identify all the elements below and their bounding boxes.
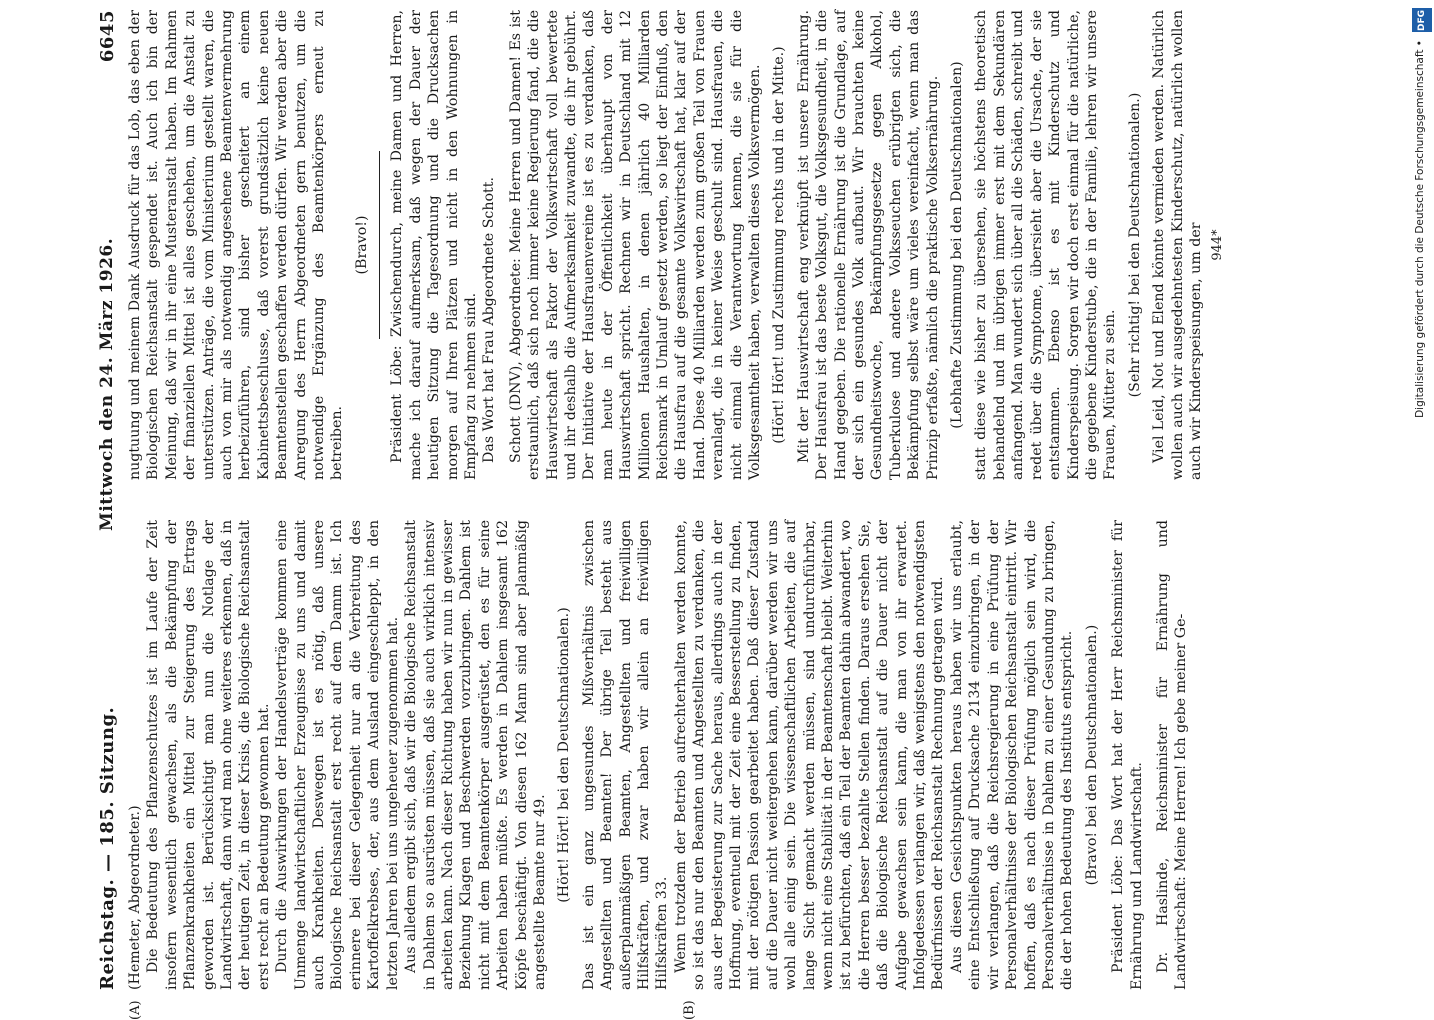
interjection: (Hört! Hört! bei den Deutschnationalen.) bbox=[555, 520, 573, 990]
paragraph: Die Bedeutung des Pflanzenschutzes ist im Laufe der Zeit insofern wesentlich gewachsen, als die Bekämpfung der Pflanzenkrankheiten ein Mittel zur Steigerung des Ertrags geworden ist. Berücksichtigt man nun die Notlage der Landwirtschaft, dann wird man ohne weiteres erkennen, daß in der heutigen Zeit, in dieser Krisis, die Biologische Reichsanstalt erst recht an Bedeutung gewonnen hat. bbox=[144, 520, 273, 990]
dfg-logo: DFG bbox=[1412, 8, 1432, 32]
margin-marker-d bbox=[682, 0, 697, 1]
interjection: (Sehr richtig! bei den Deutschnationalen.) bbox=[1126, 10, 1144, 480]
left-column bbox=[126, 520, 1228, 990]
paragraph: Viel Leid, Not und Elend könnte vermieden werden. Natürlich wollen auch wir ausgedehntesten Kinderschutz, natürlich wollen auch wir Kinderspeisungen, um der bbox=[1150, 10, 1205, 480]
margin-marker-b: (B) bbox=[682, 1000, 697, 1020]
paragraph: nugtuung und meinem Dank Ausdruck für das Lob, das eben der Biologischen Reichsanstalt gespendet ist. Auch ich bin der Meinung, daß wir in ihr eine Musteranstalt haben. Im Rahmen der finanziellen Mittel ist alles geschehen, um die Anstalt zu unterstützen. Anträge, die vom Ministerium gestellt waren, die auch von mir als notwendig angesehene Beamtenvermehrung herbeizuführen, sind bisher gescheitert an einem Kabinettsbeschlusse, daß vorerst grundsätzlich keine neuen Beamtenstellen geschaffen werden dürfen. Wir werden aber die Anregung des Herrn Abgeordneten gern benutzen, um die notwendige Ergänzung des Beamtenkörpers erneut zu betreiben. bbox=[126, 10, 347, 480]
digitization-sidebar bbox=[1410, 0, 1434, 1000]
speaker-paragraph: Dr. Haslinde, Reichsminister für Ernährung und Landwirtschaft: Meine Herren! Ich gebe meiner Ge- bbox=[1154, 520, 1191, 990]
paragraph: statt diese wie bisher zu übersehen, sie höchstens theoretisch behandelnd und im übrigen immer erst mit dem Sekundären anfangend. Man wundert sich über all die Schäden, schreibt und redet über die Symptome, übersieht aber die Ursache, der sie entstammen. Ebenso ist es mit Kinderschutz und Kinderspeisung. Sorgen wir doch erst einmal für die natürliche, die gegebene Kinderstube, die in der Familie, lehren wir unsere Frauen, Mütter zu sein. bbox=[972, 10, 1119, 480]
speaker-paragraph: Präsident Löbe: Zwischendurch, meine Damen und Herren, mache ich darauf aufmerksam, daß wegen der Dauer der heutigen Sitzung die Tagesordnung und die Drucksachen morgen auf Ihren Plätzen und nicht in den Wohnungen in Empfang zu nehmen sind. bbox=[388, 10, 480, 480]
rotated-document-page bbox=[92, 0, 1392, 1000]
paragraph: Mit der Hauswirtschaft eng verknüpft ist unsere Ernährung. Der Hausfrau ist das beste Volksgut, die Volksgesundheit, in die Hand gegeben. Die rationelle Ernährung ist die Grundlage, auf der sich ein gesundes Volk aufbaut. Wir brauchten keine Gesundheitswoche, Bekämpfungsgesetze gegen Alkohol, Tuberkulose und andere Volksseuchen erübrigten sich, die Bekämpfung selbst wäre um vieles vereinfacht, wenn man das Prinzip erfaßte, nämlich die praktische Volksernährung. bbox=[795, 10, 942, 480]
paragraph: Das ist ein ganz ungesundes Mißverhältnis zwischen Angestellten und Beamten! Der übrige Teil besteht aus außerplanmäßigen Beamten, Angestellten und freiwilligen Hilfskräften, und zwar haben wir allein an freiwilligen Hilfskräften 33. bbox=[580, 520, 672, 990]
interjection: (Bravo!) bbox=[353, 10, 371, 480]
margin-marker-a: (A) bbox=[128, 1000, 143, 1020]
paragraph: Wenn trotzdem der Betrieb aufrechterhalten werden konnte, so ist das nur den Beamten und Angestellten zu verdanken, die aus der Begeisterung zur Sache heraus, allerdings auch in der Hoffnung, eventuell mit der Zeit eine Besserstellung zu finden, mit der nötigen Passion gearbeitet haben. Daß dieser Zustand auf die Dauer nicht weitergehen kann, darüber werden wir uns wohl alle einig sein. Die wissenschaftlichen Arbeiten, die auf lange Sicht gemacht werden müssen, sind undurchführbar, wenn nicht eine Stabilität in der Beamtenschaft bleibt. Weiterhin ist zu befürchten, daß ein Teil der Beamten dahin abwandert, wo die Herren besser bezahlte Stellen finden. Daraus ersehen Sie, daß die Biologische Reichsanstalt auf die Dauer nicht der Aufgabe gewachsen sein kann, die man von ihr erwartet. Infolgedessen verlangen wir, daß wenigstens den notwendigsten Bedürfnissen der Reichsanstalt Rechnung getragen wird. bbox=[672, 520, 948, 990]
section-rule bbox=[379, 151, 380, 339]
interjection: (Bravo! bei den Deutschnationalen.) bbox=[1083, 520, 1101, 990]
header-session: Reichstag. — 185. Sitzung. bbox=[97, 707, 118, 990]
paragraph: Durch die Auswirkungen der Handelsverträge kommen eine Unmenge landwirtschaftlicher Erzeugnisse zu uns und damit auch Krankheiten. Deswegen ist es nötig, daß unsere Biologische Reichsanstalt erst recht auf dem Damm ist. Ich erinnere bei dieser Gelegenheit nur an die Verbreitung des Kartoffelkrebses, der, aus dem Ausland eingeschleppt, in den letzten Jahren bei uns ungeheuer zugenommen hat. bbox=[273, 520, 402, 990]
text-columns bbox=[122, 10, 1228, 990]
header-date: Mittwoch den 24. März 1926. bbox=[97, 238, 117, 531]
header-page-number: 6645 bbox=[97, 10, 118, 62]
page-header bbox=[92, 10, 122, 990]
paragraph: Aus diesen Gesichtspunkten heraus haben wir uns erlaubt, eine Entschließung auf Drucksache 2134 einzubringen, in der wir verlangen, daß die Reichsregierung in eine Prüfung der Personalverhältnisse der Biologischen Reichsanstalt eintritt. Wir hoffen, daß es nach dieser Prüfung möglich sein wird, die Personalverhältnisse in Dahlem zu einer Gesundung zu bringen, die der hohen Bedeutung des Instituts entspricht. bbox=[948, 520, 1077, 990]
paragraph: Aus alledem ergibt sich, daß wir die Biologische Reichsanstalt in Dahlem so ausrüsten müssen, daß sie auch wirklich intensiv arbeiten kann. Nach dieser Richtung haben wir nun in gewisser Beziehung Klagen und Beschwerden vorzubringen. Dahlem ist nicht mit dem Beamtenkörper ausgerüstet, den es für seine Arbeiten haben müßte. Es werden in Dahlem insgesamt 162 Köpfe beschäftigt. Von diesen 162 Mann sind aber planmäßig angestellte Beamte nur 49. bbox=[402, 520, 549, 990]
signature-mark: 944* bbox=[1209, 10, 1227, 480]
speaker-paragraph: Schott (DNV), Abgeordnete: Meine Herren und Damen! Es ist erstaunlich, daß sich noch immer keine Regierung fand, die die Hauswirtschaft als Faktor der Volkswirtschaft voll bewertete und ihr deshalb die Aufmerksamkeit zuwandte, die ihr gebührt. Der Initiative der Hausfrauenvereine ist es zu verdanken, daß man heute in der Öffentlichkeit überhaupt von der Hauswirtschaft spricht. Rechnen wir in Deutschland mit 12 Millionen Haushalten, in denen jährlich 40 Milliarden Reichsmark in Umlauf gesetzt werden, so liegt der Einfluß, den die Hausfrau auf die gesamte Volkswirtschaft hat, klar auf der Hand. Diese 40 Milliarden werden zum großen Teil von Frauen veranlagt, die in keiner Weise geschult sind. Hausfrauen, die nicht einmal die Verantwortung kennen, die sie für die Volksgesamtheit haben, verwalten dieses Volksvermögen. bbox=[507, 10, 765, 480]
interjection: (Lebhafte Zustimmung bei den Deutschnationalen) bbox=[948, 10, 966, 480]
digitization-credit: Digitalisierung gefördert durch die Deutsche Forschungsgemeinschaft • bbox=[1414, 40, 1426, 418]
speaker-paragraph: Präsident Löbe: Das Wort hat der Herr Reichsminister für Ernährung und Landwirtschaft. bbox=[1109, 520, 1146, 990]
interjection: (Hört! Hört! und Zustimmung rechts und in der Mitte.) bbox=[770, 10, 788, 480]
right-column bbox=[126, 10, 1228, 480]
speaker-continuation: (Hemeter, Abgeordneter.) bbox=[126, 520, 144, 990]
paragraph: Das Wort hat Frau Abgeordnete Schott. bbox=[480, 10, 498, 480]
